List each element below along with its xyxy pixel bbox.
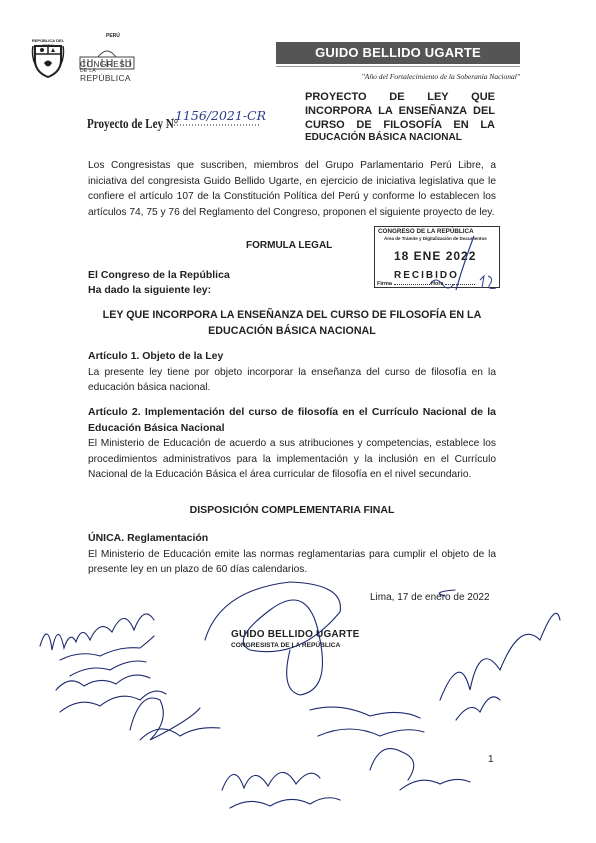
unica-heading: ÚNICA. Reglamentación xyxy=(88,532,209,544)
bill-number-label: Proyecto de Ley N° xyxy=(87,116,179,131)
signature-left-1 xyxy=(40,614,154,650)
article-body: El Ministerio de Educación de acuerdo a sus atribuciones y competencias, establece los procedimientos administrativos para la implementación y la inclusión en el Currículo Nacional de la Educación Básica el área curricular de filosofía en el nivel secundario. xyxy=(88,438,496,481)
crest-caption: REPÚBLICA DEL PERÚ xyxy=(31,38,65,48)
signatory-role: CONGRESISTA DE LA REPÚBLICA xyxy=(231,642,341,649)
bill-number-underline xyxy=(168,123,260,127)
unica-provision xyxy=(88,531,496,578)
congress-line-1: CONGRESO xyxy=(80,59,132,69)
article-heading: Artículo 2. Implementación del curso de filosofía en el Currículo Nacional de la Educación Básica Nacional xyxy=(88,406,496,434)
stamp-handwriting xyxy=(420,232,502,292)
signature-right-1 xyxy=(440,613,560,700)
signature-mid-2 xyxy=(310,707,420,718)
intro-paragraph: Los Congresistas que suscriben, miembros del Grupo Parlamentario Perú Libre, a iniciativa del congresista Guido Bellido Ugarte, en ejercicio de iniciativa legislativa que le confiere el artículo 107 de la Constitución Política del Perú y conforme lo establecen los artículos 74, 75 y 76 del Reglamento del Congreso, proponen el siguiente proyecto de ley. xyxy=(88,160,496,218)
stamp-hora: Hora xyxy=(431,281,444,287)
page-number: 1 xyxy=(488,754,494,765)
article-body: La presente ley tiene por objeto incorporar la enseñanza del curso de filosofía en la educación básica nacional. xyxy=(88,366,496,394)
signature-bottom-2 xyxy=(370,749,414,780)
stamp-line-1: CONGRESO DE LA REPÚBLICA xyxy=(378,228,474,235)
article-2 xyxy=(88,405,496,483)
bill-title xyxy=(305,90,495,132)
office-banner: GUIDO BELLIDO UGARTE xyxy=(276,42,520,64)
banner-divider xyxy=(276,66,520,67)
signature-bottom-1 xyxy=(222,772,320,790)
stamp-firma: Firma xyxy=(377,281,392,287)
bill-title-line: CURSO DE FILOSOFÍA EN LA xyxy=(305,119,495,131)
congress-line-2: DE LA xyxy=(80,68,96,74)
formula-legal-heading: FORMULA LEGAL xyxy=(246,240,333,251)
congress-name xyxy=(80,60,132,83)
stamp-line-2: Área de Trámite y Digitalización de Documentos xyxy=(384,236,487,241)
enacting-line: El Congreso de la República xyxy=(88,269,230,281)
article-heading: Artículo 1. Objeto de la Ley xyxy=(88,350,224,362)
enacting-line: Ha dado la siguiente ley: xyxy=(88,284,212,296)
stamp-date: 18 ENE 2022 xyxy=(394,249,477,263)
bill-title-last-line: EDUCACIÓN BÁSICA NACIONAL xyxy=(305,132,462,143)
bill-handwritten-number: .1156/2021-CR xyxy=(171,108,267,123)
signature-mid-1 xyxy=(130,698,200,740)
signature-left-2 xyxy=(56,675,150,690)
final-provision-heading: DISPOSICIÓN COMPLEMENTARIA FINAL xyxy=(189,504,395,516)
congress-country: PERÚ xyxy=(106,33,120,39)
year-motto: "Año del Fortalecimiento de la Soberanía Nacional" xyxy=(361,72,520,81)
bill-title-line: PROYECTO DE LEY QUE xyxy=(305,91,495,103)
enacting-clause xyxy=(88,268,230,298)
bill-title-line: INCORPORA LA ENSEÑANZA DEL xyxy=(305,105,495,117)
law-title: LEY QUE INCORPORA LA ENSEÑANZA DEL CURSO DE FILOSOFÍA EN LA EDUCACIÓN BÁSICA NACIONAL xyxy=(102,309,482,337)
congress-line-3: REPÚBLICA xyxy=(80,73,131,83)
place-and-date: Lima, 17 de enero de 2022 xyxy=(370,592,490,603)
stamp-received: RECIBIDO xyxy=(394,270,459,281)
article-1 xyxy=(88,349,496,396)
unica-body: El Ministerio de Educación emite las normas reglamentarias para cumplir el objeto de la presente ley en un plazo de 60 días calendarios. xyxy=(88,548,496,576)
signatory-name: GUIDO BELLIDO UGARTE xyxy=(231,629,360,640)
